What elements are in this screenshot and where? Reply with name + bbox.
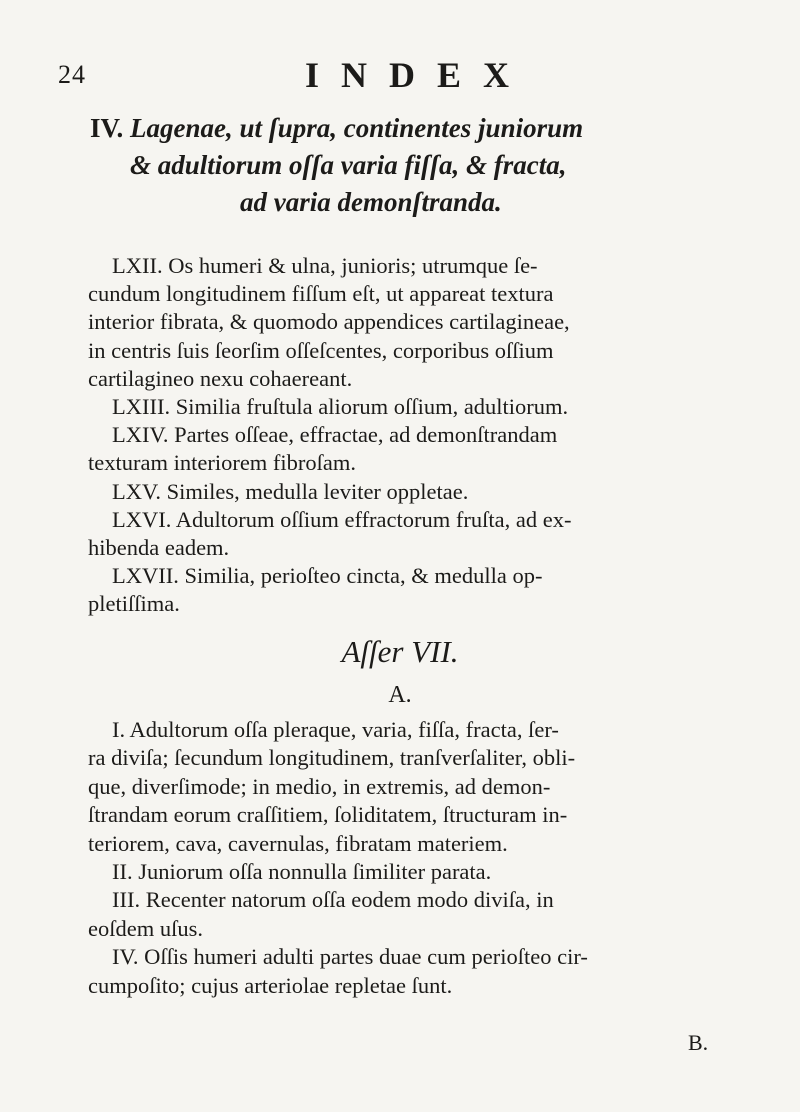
- entry-line: ſtrandam eorum craſſitiem, ſoliditatem, ſtructuram in-: [88, 802, 568, 828]
- entry-iii: [88, 886, 718, 943]
- subsection-title: Aſſer VII.: [341, 634, 459, 669]
- entry-lxiv: [88, 421, 718, 477]
- entry-line: LXIV. Partes oſſeae, effractae, ad demonſtrandam: [112, 422, 558, 448]
- entry-line: LXII. Os humeri & ulna, junioris; utrumque ſe-: [112, 253, 538, 278]
- entry-line: IV. Oſſis humeri adulti partes duae cum perioſteo cir-: [112, 944, 588, 970]
- entry-line: cumpoſito; cujus arteriolae repletae ſunt.: [88, 972, 453, 998]
- entry-line: LXVII. Similia, perioſteo cincta, & medulla op-: [112, 563, 543, 589]
- entry-lxii: [88, 252, 718, 393]
- entry-line: eoſdem uſus.: [88, 915, 203, 941]
- entry-line: ra diviſa; ſecundum longitudinem, tranſverſaliter, obli-: [88, 745, 576, 771]
- catchword: B.: [688, 1030, 709, 1055]
- running-head: INDEX: [305, 55, 532, 95]
- entry-lxv: [88, 478, 718, 506]
- section-title-line: & adultiorum oſſa varia fiſſa, & fracta,: [130, 150, 567, 180]
- section-numeral: IV.: [90, 113, 124, 143]
- entry-line: pletiſſima.: [88, 591, 180, 617]
- entry-line: cundum longitudinem fiſſum eſt, ut appareat textura: [88, 281, 554, 307]
- subsection-letter: A.: [388, 682, 412, 708]
- entry-line: interior fibrata, & quomodo appendices cartilagineae,: [88, 309, 570, 335]
- entry-line: que, diverſimode; in medio, in extremis, ad demon-: [88, 773, 551, 799]
- entry-i: [88, 716, 718, 858]
- section-title-line: ad varia demonſtranda.: [240, 187, 502, 217]
- entry-list: [88, 252, 718, 619]
- entry-line: II. Juniorum oſſa nonnulla ſimiliter parata.: [112, 859, 492, 885]
- entry-line: I. Adultorum oſſa pleraque, varia, fiſſa, fracta, ſer-: [112, 717, 559, 742]
- section-heading-line-1: [90, 110, 730, 147]
- page-number: 24: [58, 60, 86, 89]
- entry-line: LXVI. Adultorum oſſium effractorum fruſta, ad ex-: [112, 506, 572, 532]
- entry-iv: [88, 943, 718, 1000]
- entry-line: LXV. Similes, medulla leviter oppletae.: [112, 478, 469, 504]
- entry-line: texturam interiorem fibroſam.: [88, 450, 357, 476]
- entry-lxvii: [88, 562, 718, 618]
- entry-line: LXIII. Similia fruſtula aliorum oſſium, adultiorum.: [112, 394, 569, 420]
- entry-lxiii: [88, 393, 718, 421]
- entry-line: teriorem, cava, cavernulas, fibratam materiem.: [88, 830, 508, 856]
- entry-ii: [88, 858, 718, 886]
- section-heading: [90, 110, 730, 221]
- entry-lxvi: [88, 506, 718, 562]
- entry-line: hibenda eadem.: [88, 535, 230, 561]
- entry-line: cartilagineo nexu cohaereant.: [88, 365, 353, 391]
- entry-line: in centris ſuis ſeorſim oſſeſcentes, corporibus oſſium: [88, 337, 554, 363]
- section-title-line: Lagenae, ut ſupra, continentes juniorum: [130, 113, 584, 143]
- entry-list-2: [88, 716, 718, 1000]
- entry-line: III. Recenter natorum oſſa eodem modo diviſa, in: [112, 887, 554, 913]
